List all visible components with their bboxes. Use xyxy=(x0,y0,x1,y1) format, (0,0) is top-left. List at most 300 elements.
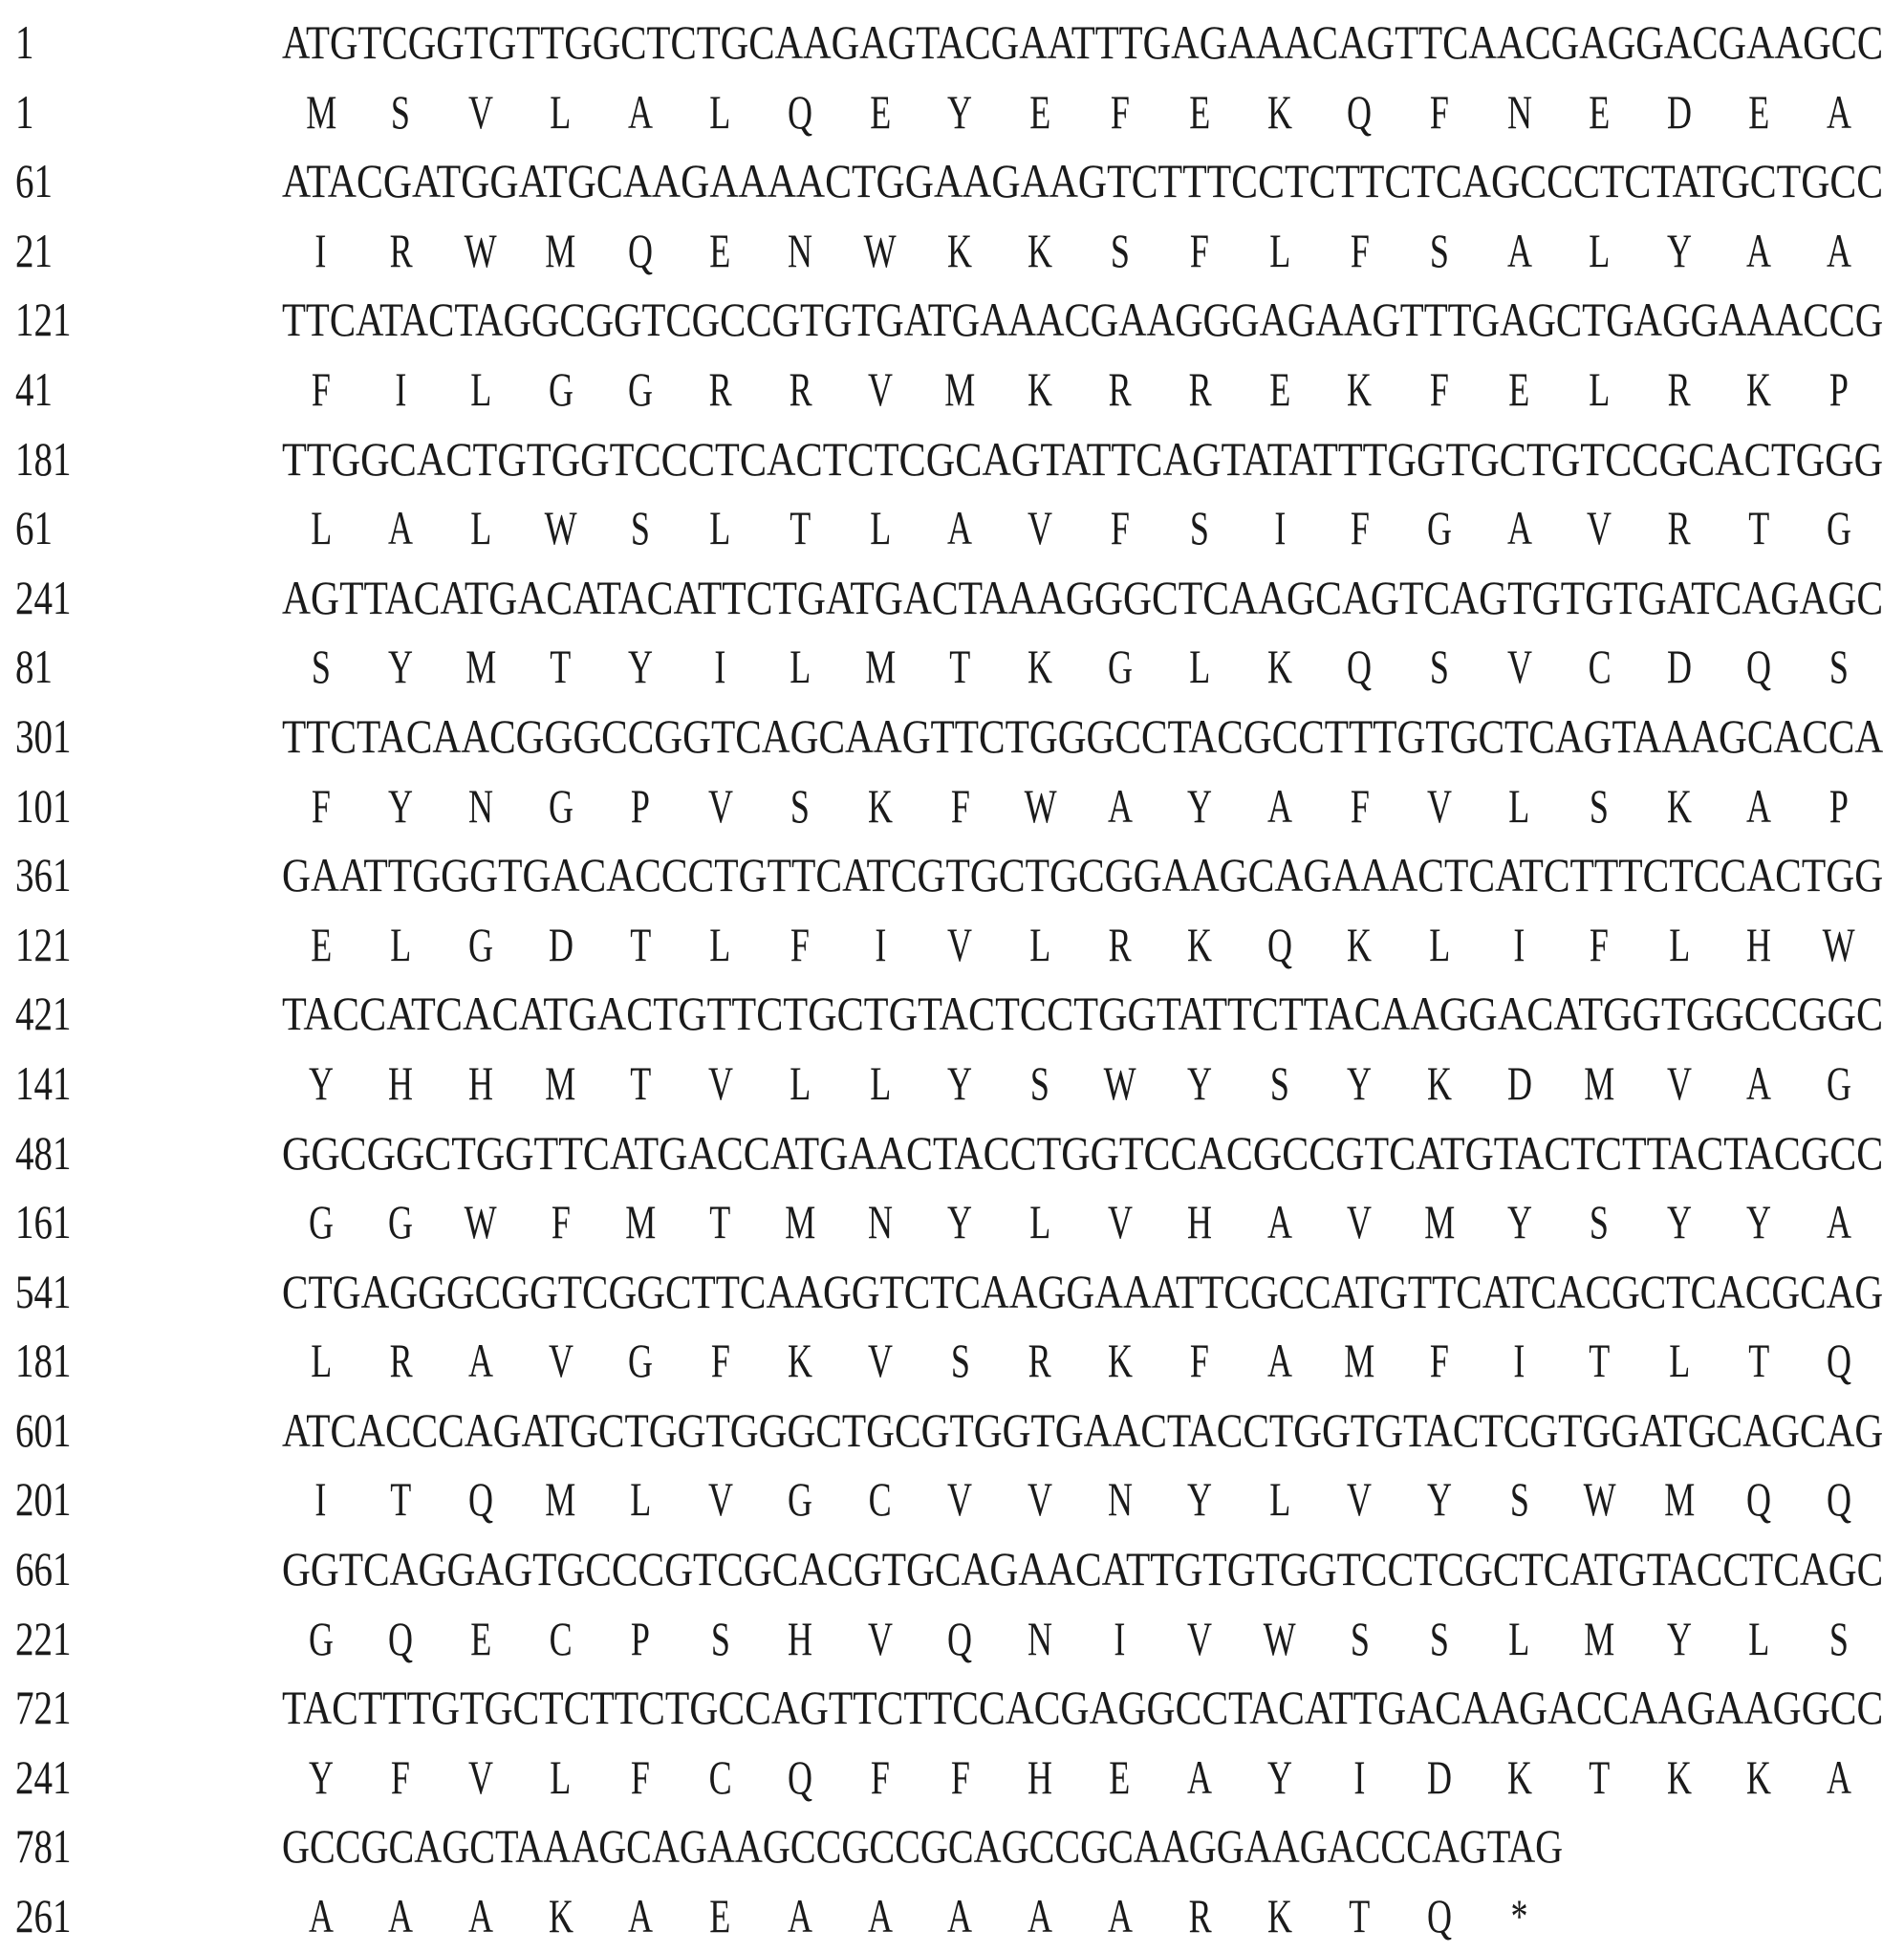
protein-row xyxy=(0,1604,1904,1674)
amino-acid: K xyxy=(1187,917,1213,971)
amino-acid: A xyxy=(867,1889,893,1943)
amino-acid: A xyxy=(388,501,414,555)
amino-acid: T xyxy=(390,1472,412,1527)
amino-acid-sequence xyxy=(281,501,1879,554)
protein-row xyxy=(0,771,1904,841)
amino-acid: W xyxy=(1583,1472,1616,1527)
amino-acid: S xyxy=(1829,640,1850,694)
amino-acid: L xyxy=(390,917,412,971)
amino-acid: K xyxy=(1266,84,1292,139)
amino-acid: Y xyxy=(1666,223,1692,277)
nucleotide-row xyxy=(0,8,1904,77)
amino-acid: L xyxy=(869,1055,891,1110)
amino-acid: D xyxy=(548,917,573,971)
amino-acid: F xyxy=(1430,361,1450,416)
position-number: 1 xyxy=(15,84,34,139)
amino-acid: Y xyxy=(1347,1055,1373,1110)
amino-acid: L xyxy=(1589,361,1611,416)
amino-acid: M xyxy=(305,84,336,139)
amino-acid: I xyxy=(1353,1749,1366,1804)
amino-acid: M xyxy=(465,640,496,694)
nucleotide-sequence: TACTTTGTGCTCTTCTGCCAGTTCTTCCACGAGGCCTACATTGACAAGACCAAGAAGGCC xyxy=(282,1681,1884,1735)
amino-acid: A xyxy=(1506,501,1532,555)
amino-acid: L xyxy=(550,1749,572,1804)
nucleotide-sequence: ATCACCCAGATGCTGGTGGGCTGCGTGGTGAACTACCTGGTGTACTCGTGGATGCAGCAG xyxy=(282,1402,1884,1457)
amino-acid: A xyxy=(947,501,973,555)
amino-acid: L xyxy=(709,917,731,971)
position-number: 21 xyxy=(15,223,53,277)
amino-acid: E xyxy=(1748,84,1770,139)
protein-row xyxy=(0,1465,1904,1534)
amino-acid: V xyxy=(1187,1611,1213,1665)
amino-acid: V xyxy=(867,1334,893,1388)
sequence-alignment xyxy=(0,8,1904,1951)
amino-acid: L xyxy=(310,1334,332,1388)
amino-acid: A xyxy=(1266,1195,1292,1249)
amino-acid: E xyxy=(869,84,891,139)
amino-acid: L xyxy=(1268,223,1290,277)
amino-acid: T xyxy=(709,1195,731,1249)
amino-acid: A xyxy=(1028,1889,1053,1943)
amino-acid-sequence xyxy=(281,640,1879,693)
amino-acid: F xyxy=(631,1749,651,1804)
nucleotide-row xyxy=(0,840,1904,910)
amino-acid: L xyxy=(310,501,332,555)
amino-acid: F xyxy=(1590,917,1610,971)
amino-acid: S xyxy=(1350,1611,1370,1665)
amino-acid: G xyxy=(308,1611,334,1665)
amino-acid: M xyxy=(1424,1195,1456,1249)
amino-acid: Q xyxy=(1347,640,1373,694)
amino-acid: G xyxy=(467,917,493,971)
amino-acid: R xyxy=(389,223,413,277)
amino-acid: W xyxy=(863,223,897,277)
amino-acid: V xyxy=(1028,501,1053,555)
amino-acid: Q xyxy=(947,1611,973,1665)
amino-acid: S xyxy=(1430,640,1450,694)
amino-acid: T xyxy=(1589,1334,1611,1388)
amino-acid: P xyxy=(631,778,651,833)
position-number: 361 xyxy=(15,848,72,902)
amino-acid: Q xyxy=(1746,640,1772,694)
amino-acid: F xyxy=(1430,84,1450,139)
amino-acid: V xyxy=(707,778,733,833)
amino-acid: E xyxy=(310,917,332,971)
nucleotide-sequence: TTCTACAACGGGCCGGTCAGCAAGTTCTGGGCCTACGCCTTTGTGCTCAGTAAAGCACCA xyxy=(282,708,1884,763)
position-number: 81 xyxy=(15,640,53,694)
amino-acid: K xyxy=(1666,778,1692,833)
protein-row xyxy=(0,1326,1904,1396)
amino-acid: L xyxy=(1589,223,1611,277)
amino-acid-sequence xyxy=(281,1889,1560,1942)
amino-acid: Y xyxy=(628,640,654,694)
nucleotide-sequence: TACCATCACATGACTGTTCTGCTGTACTCCTGGTATTCTTACAAGGACATGGTGGCCGGC xyxy=(282,987,1884,1041)
amino-acid: S xyxy=(1110,223,1130,277)
amino-acid: K xyxy=(947,223,973,277)
amino-acid: V xyxy=(707,1055,733,1110)
position-number: 721 xyxy=(15,1681,72,1735)
amino-acid: Y xyxy=(388,778,414,833)
amino-acid: Y xyxy=(947,1195,973,1249)
amino-acid: T xyxy=(1589,1749,1611,1804)
amino-acid: L xyxy=(1029,917,1051,971)
amino-acid: Y xyxy=(1187,1055,1213,1110)
amino-acid: D xyxy=(1666,640,1692,694)
amino-acid: F xyxy=(311,778,331,833)
amino-acid: P xyxy=(1829,361,1850,416)
amino-acid: K xyxy=(1266,640,1292,694)
amino-acid: L xyxy=(1668,1334,1690,1388)
position-number: 181 xyxy=(15,431,72,486)
amino-acid: K xyxy=(1266,1889,1292,1943)
amino-acid: F xyxy=(1190,223,1210,277)
amino-acid: A xyxy=(1746,1055,1772,1110)
amino-acid-sequence xyxy=(281,779,1879,833)
amino-acid: N xyxy=(788,223,813,277)
amino-acid: L xyxy=(469,361,491,416)
amino-acid: S xyxy=(1590,1195,1610,1249)
amino-acid: G xyxy=(788,1472,813,1527)
amino-acid: Y xyxy=(1266,1749,1292,1804)
amino-acid: K xyxy=(548,1889,573,1943)
amino-acid: N xyxy=(1506,84,1532,139)
amino-acid: Q xyxy=(1827,1334,1852,1388)
nucleotide-sequence: GGTCAGGAGTGCCCGTCGCACGTGCAGAACATTGTGTGGTCCTCGCTCATGTACCTCAGC xyxy=(282,1542,1884,1596)
amino-acid: Q xyxy=(1427,1889,1453,1943)
amino-acid: Y xyxy=(947,84,973,139)
amino-acid: Q xyxy=(788,1749,813,1804)
amino-acid: V xyxy=(1028,1472,1053,1527)
amino-acid: R xyxy=(1108,917,1132,971)
position-number: 41 xyxy=(15,361,53,416)
amino-acid: I xyxy=(1513,1334,1525,1388)
amino-acid: V xyxy=(1347,1472,1373,1527)
amino-acid: V xyxy=(1107,1195,1133,1249)
amino-acid: N xyxy=(867,1195,893,1249)
amino-acid: V xyxy=(1666,1055,1692,1110)
protein-row xyxy=(0,1881,1904,1951)
amino-acid: F xyxy=(391,1749,411,1804)
amino-acid: F xyxy=(1350,501,1370,555)
amino-acid: M xyxy=(545,223,576,277)
amino-acid-sequence xyxy=(281,224,1879,277)
position-number: 201 xyxy=(15,1472,72,1527)
protein-row xyxy=(0,77,1904,147)
amino-acid: L xyxy=(1508,778,1530,833)
nucleotide-sequence: ATGTCGGTGTTGGCTCTGCAAGAGTACGAATTTGAGAAACAGTTCAACGAGGACGAAGCC xyxy=(282,15,1884,69)
amino-acid: Y xyxy=(1427,1472,1453,1527)
amino-acid: K xyxy=(1506,1749,1532,1804)
amino-acid: W xyxy=(544,501,577,555)
amino-acid: E xyxy=(1109,1749,1131,1804)
position-number: 241 xyxy=(15,1749,72,1804)
amino-acid: W xyxy=(464,223,497,277)
amino-acid: A xyxy=(1107,778,1133,833)
amino-acid: H xyxy=(788,1611,813,1665)
amino-acid: A xyxy=(1827,84,1852,139)
amino-acid: V xyxy=(947,917,973,971)
amino-acid: S xyxy=(1430,1611,1450,1665)
amino-acid: E xyxy=(1268,361,1290,416)
amino-acid: H xyxy=(1746,917,1772,971)
amino-acid: M xyxy=(944,361,976,416)
amino-acid: Y xyxy=(947,1055,973,1110)
amino-acid: K xyxy=(1746,361,1772,416)
amino-acid: R xyxy=(1108,361,1132,416)
amino-acid: A xyxy=(628,1889,654,1943)
position-number: 541 xyxy=(15,1264,72,1318)
amino-acid: A xyxy=(467,1334,493,1388)
amino-acid: G xyxy=(388,1195,414,1249)
amino-acid: A xyxy=(628,84,654,139)
amino-acid-sequence xyxy=(281,1334,1879,1387)
amino-acid: G xyxy=(1827,501,1852,555)
amino-acid: H xyxy=(388,1055,414,1110)
amino-acid: W xyxy=(1823,917,1856,971)
amino-acid: P xyxy=(631,1611,651,1665)
amino-acid: G xyxy=(308,1195,334,1249)
amino-acid: L xyxy=(1748,1611,1770,1665)
amino-acid: Y xyxy=(1187,778,1213,833)
amino-acid: A xyxy=(1746,223,1772,277)
amino-acid: W xyxy=(1103,1055,1136,1110)
amino-acid: E xyxy=(1589,84,1611,139)
position-number: 301 xyxy=(15,708,72,763)
amino-acid: C xyxy=(1588,640,1612,694)
amino-acid: S xyxy=(1269,1055,1289,1110)
amino-acid: A xyxy=(1827,223,1852,277)
position-number: 261 xyxy=(15,1889,72,1943)
position-number: 421 xyxy=(15,987,72,1041)
position-number: 181 xyxy=(15,1334,72,1388)
amino-acid: V xyxy=(1587,501,1612,555)
amino-acid: M xyxy=(864,640,896,694)
nucleotide-sequence: ATACGATGGATGCAAGAAAACTGGAAGAAGTCTTTCCTCTTCTCAGCCCTCTATGCTGCC xyxy=(282,154,1884,208)
position-number: 101 xyxy=(15,778,72,833)
amino-acid: Y xyxy=(388,640,414,694)
amino-acid: F xyxy=(1430,1334,1450,1388)
amino-acid: I xyxy=(714,640,726,694)
position-number: 661 xyxy=(15,1542,72,1596)
amino-acid: G xyxy=(548,778,573,833)
position-number: 481 xyxy=(15,1125,72,1180)
amino-acid: A xyxy=(947,1889,973,1943)
amino-acid: L xyxy=(1668,917,1690,971)
position-number: 781 xyxy=(15,1819,72,1874)
amino-acid: S xyxy=(950,1334,970,1388)
amino-acid: L xyxy=(709,84,731,139)
amino-acid-sequence xyxy=(281,918,1879,971)
position-number: 241 xyxy=(15,570,72,624)
amino-acid: V xyxy=(867,1611,893,1665)
position-number: 121 xyxy=(15,917,72,971)
amino-acid: E xyxy=(1189,84,1211,139)
amino-acid: M xyxy=(1344,1334,1375,1388)
amino-acid: K xyxy=(1347,917,1373,971)
position-number: 221 xyxy=(15,1611,72,1665)
nucleotide-row xyxy=(0,979,1904,1049)
amino-acid: V xyxy=(1427,778,1453,833)
amino-acid: N xyxy=(1107,1472,1133,1527)
amino-acid: K xyxy=(1028,223,1053,277)
stop-codon-mark: * xyxy=(1510,1889,1528,1943)
amino-acid-sequence xyxy=(281,1750,1879,1804)
amino-acid: S xyxy=(391,84,411,139)
amino-acid: Q xyxy=(788,84,813,139)
amino-acid-sequence xyxy=(281,85,1879,139)
amino-acid: S xyxy=(1829,1611,1850,1665)
amino-acid: F xyxy=(1350,223,1370,277)
amino-acid: L xyxy=(709,501,731,555)
amino-acid: A xyxy=(388,1889,414,1943)
amino-acid: L xyxy=(1268,1472,1290,1527)
amino-acid: Q xyxy=(1347,84,1373,139)
amino-acid: V xyxy=(1506,640,1532,694)
nucleotide-sequence: TTCATACTAGGCGGTCGCCGTGTGATGAAACGAAGGGAGAAGTTTGAGCTGAGGAAACCG xyxy=(282,293,1884,347)
amino-acid: M xyxy=(1663,1472,1695,1527)
nucleotide-row xyxy=(0,424,1904,494)
amino-acid: G xyxy=(1427,501,1453,555)
nucleotide-sequence: GCCGCAGCTAAAGCAGAAGCCGCCGCAGCCGCAAGGAAGACCCAGTAG xyxy=(282,1819,1564,1874)
nucleotide-row xyxy=(0,1812,1904,1881)
amino-acid: Y xyxy=(1746,1195,1772,1249)
amino-acid: A xyxy=(1827,1749,1852,1804)
amino-acid: A xyxy=(1266,1334,1292,1388)
amino-acid: K xyxy=(1107,1334,1133,1388)
amino-acid: L xyxy=(1429,917,1451,971)
amino-acid: S xyxy=(710,1611,730,1665)
amino-acid: F xyxy=(551,1195,571,1249)
amino-acid: W xyxy=(1263,1611,1296,1665)
amino-acid: A xyxy=(308,1889,334,1943)
amino-acid: M xyxy=(545,1055,576,1110)
nucleotide-row xyxy=(0,563,1904,633)
amino-acid: F xyxy=(311,361,331,416)
amino-acid: V xyxy=(467,1749,493,1804)
amino-acid: V xyxy=(947,1472,973,1527)
amino-acid: F xyxy=(1110,501,1130,555)
amino-acid: V xyxy=(707,1472,733,1527)
amino-acid: Q xyxy=(628,223,654,277)
amino-acid: E xyxy=(1508,361,1530,416)
amino-acid: H xyxy=(467,1055,493,1110)
amino-acid: R xyxy=(1667,361,1691,416)
nucleotide-sequence: GAATTGGGTGACACCCTGTTCATCGTGCTGCGGAAGCAGAAACTCATCTTTCTCCACTGG xyxy=(282,848,1884,902)
amino-acid: A xyxy=(1266,778,1292,833)
amino-acid: Y xyxy=(1666,1611,1692,1665)
amino-acid: Y xyxy=(308,1055,334,1110)
amino-acid: R xyxy=(1188,361,1212,416)
protein-row xyxy=(0,632,1904,702)
amino-acid: E xyxy=(709,1889,731,1943)
amino-acid: E xyxy=(469,1611,491,1665)
amino-acid: C xyxy=(868,1472,892,1527)
amino-acid: K xyxy=(1427,1055,1453,1110)
amino-acid: G xyxy=(628,1334,654,1388)
amino-acid: C xyxy=(549,1611,573,1665)
amino-acid: T xyxy=(630,1055,652,1110)
amino-acid: T xyxy=(1748,1334,1770,1388)
amino-acid: R xyxy=(1667,501,1691,555)
amino-acid: G xyxy=(1107,640,1133,694)
amino-acid: A xyxy=(1746,778,1772,833)
protein-row xyxy=(0,1049,1904,1118)
amino-acid: R xyxy=(389,1334,413,1388)
nucleotide-row xyxy=(0,1534,1904,1604)
protein-row xyxy=(0,1743,1904,1812)
amino-acid: Q xyxy=(1827,1472,1852,1527)
amino-acid: K xyxy=(867,778,893,833)
amino-acid: G xyxy=(628,361,654,416)
amino-acid: S xyxy=(311,640,331,694)
nucleotide-row xyxy=(0,146,1904,216)
amino-acid: K xyxy=(1028,640,1053,694)
amino-acid: Y xyxy=(1506,1195,1532,1249)
amino-acid: L xyxy=(1029,1195,1051,1249)
amino-acid: G xyxy=(548,361,573,416)
amino-acid: Q xyxy=(467,1472,493,1527)
amino-acid: S xyxy=(1430,223,1450,277)
amino-acid: E xyxy=(1029,84,1051,139)
amino-acid: S xyxy=(1590,778,1610,833)
amino-acid: G xyxy=(1827,1055,1852,1110)
amino-acid: Q xyxy=(1266,917,1292,971)
amino-acid: L xyxy=(790,640,811,694)
amino-acid: K xyxy=(1746,1749,1772,1804)
position-number: 1 xyxy=(15,15,34,69)
amino-acid: H xyxy=(1028,1749,1053,1804)
protein-row xyxy=(0,1187,1904,1257)
amino-acid: T xyxy=(790,501,811,555)
amino-acid: R xyxy=(708,361,732,416)
amino-acid: D xyxy=(1506,1055,1532,1110)
amino-acid: A xyxy=(467,1889,493,1943)
amino-acid: F xyxy=(870,1749,890,1804)
amino-acid-sequence xyxy=(281,1056,1879,1110)
protein-row xyxy=(0,910,1904,980)
nucleotide-row xyxy=(0,1396,1904,1465)
amino-acid-sequence xyxy=(281,362,1879,416)
amino-acid: I xyxy=(1513,917,1525,971)
amino-acid: C xyxy=(708,1749,732,1804)
amino-acid: S xyxy=(631,501,651,555)
amino-acid: N xyxy=(467,778,493,833)
amino-acid: A xyxy=(1187,1749,1213,1804)
amino-acid: S xyxy=(790,778,811,833)
amino-acid: S xyxy=(1030,1055,1050,1110)
amino-acid: T xyxy=(550,640,572,694)
amino-acid: M xyxy=(785,1195,816,1249)
nucleotide-sequence: CTGAGGGCGGTCGGCTTCAAGGTCTCAAGGAAATTCGCCATGTTCATCACGCTCACGCAG xyxy=(282,1264,1884,1318)
amino-acid: A xyxy=(1107,1889,1133,1943)
nucleotide-row xyxy=(0,702,1904,771)
amino-acid-sequence xyxy=(281,1472,1879,1526)
amino-acid: E xyxy=(709,223,731,277)
amino-acid: T xyxy=(949,640,971,694)
amino-acid: N xyxy=(1028,1611,1053,1665)
amino-acid: L xyxy=(790,1055,811,1110)
amino-acid: R xyxy=(789,361,812,416)
nucleotide-row xyxy=(0,285,1904,355)
amino-acid-sequence xyxy=(281,1612,1879,1665)
amino-acid: R xyxy=(1028,1334,1052,1388)
amino-acid: Y xyxy=(1187,1472,1213,1527)
amino-acid: F xyxy=(790,917,811,971)
nucleotide-sequence: AGTTACATGACATACATTCTGATGACTAAAGGGCTCAAGCAGTCAGTGTGTGATCAGAGC xyxy=(282,570,1884,624)
amino-acid: W xyxy=(464,1195,497,1249)
amino-acid: F xyxy=(710,1334,730,1388)
amino-acid: F xyxy=(1350,778,1370,833)
